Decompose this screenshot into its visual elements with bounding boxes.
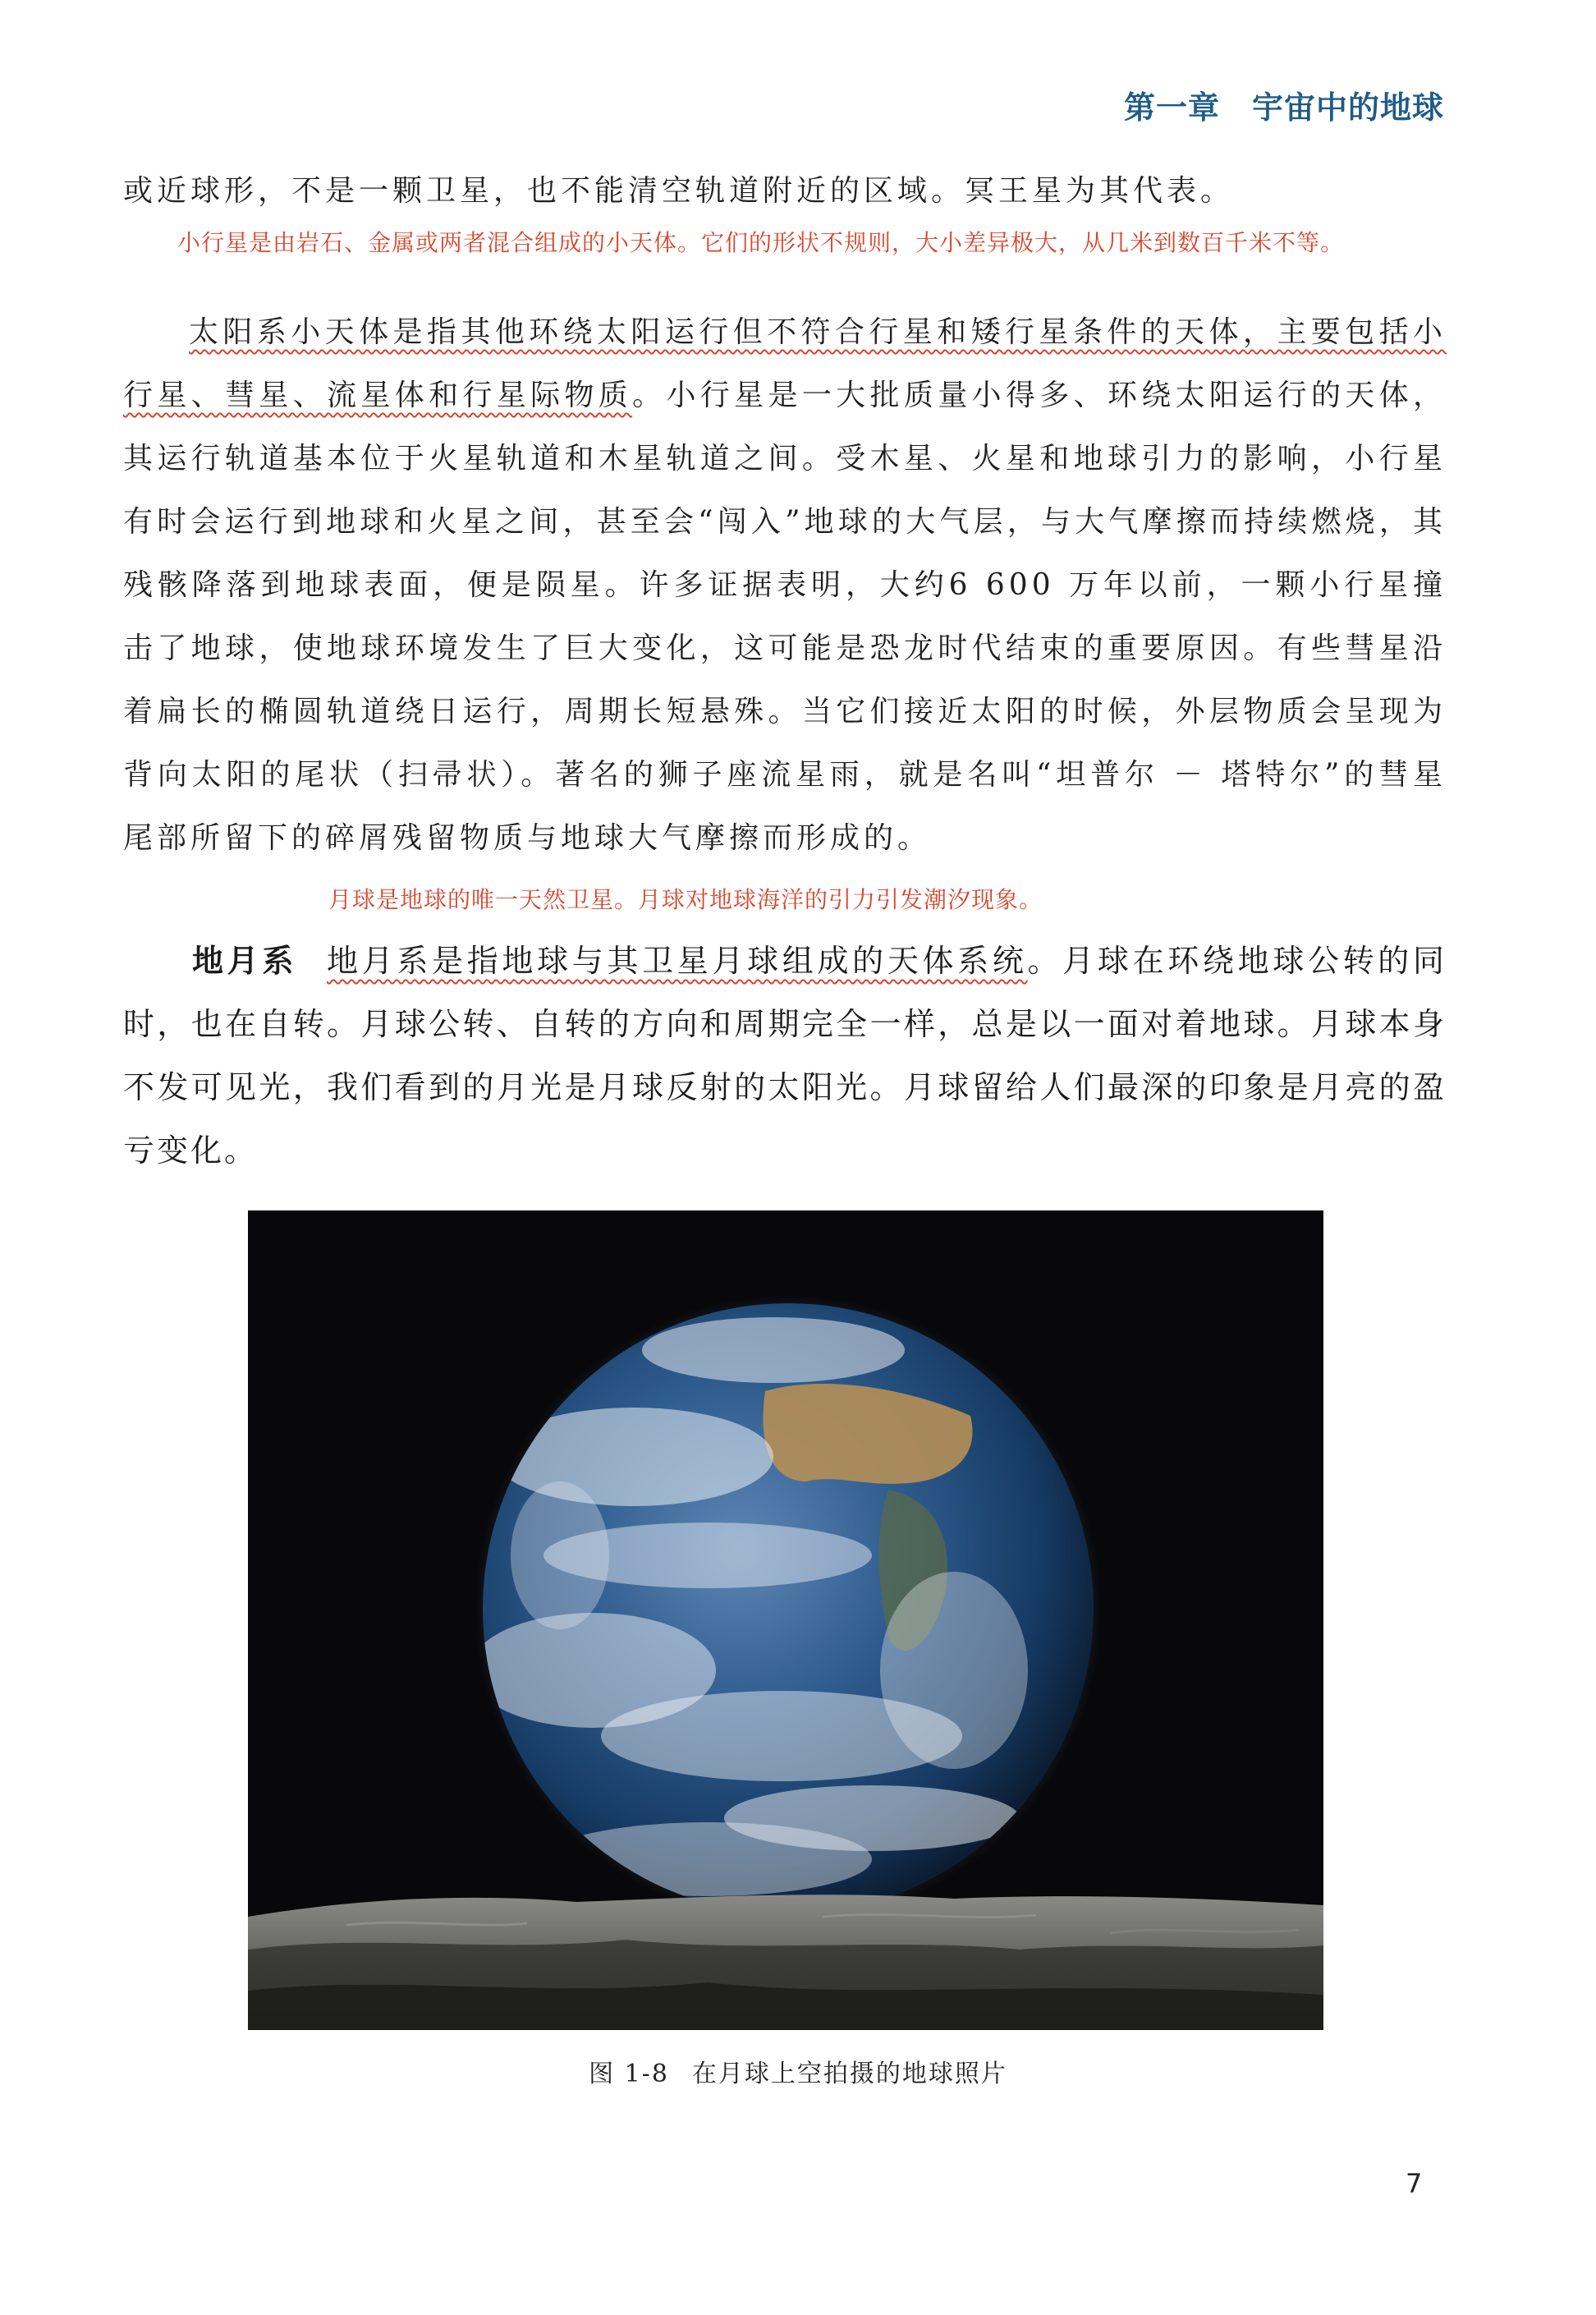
annotation-moon-note: 月球是地球的唯一天然卫星。月球对地球海洋的引力引发潮汐现象。 [328, 886, 1043, 913]
paragraph-dwarf-planet-end: 或近球形，不是一颗卫星，也不能清空轨道附近的区域。冥王星为其代表。 [123, 174, 1235, 208]
underlined-definition-small-bodies: 太阳系小天体是指其他环绕太阳运行但不符合行星和矮行星条件的天体，主要包括小行星、彗星、流星体和行星际物质 [123, 315, 1447, 412]
paragraph-earth-moon-system [123, 930, 1447, 1183]
figure-caption-text: 在月球上空拍摄的地球照片 [691, 2060, 1007, 2088]
figure-caption [0, 2053, 1596, 2089]
paragraph-small-bodies-text: 。小行星是一大批质量小得多、环绕太阳运行的天体，其运行轨道基本位于火星轨道和木星轨道之间。受木星、火星和地球引力的影响，小行星有时会运行到地球和火星之间，甚至会“闯入”地球的大气层，与大气摩擦而持续燃烧，其残骸降落到地球表面，便是陨星。许多证据表明，大约6 600 万年以前，一颗小行星撞击了地球，使地球环境发生了巨大变化，这可能是恐龙时代结束的重要原因。有些彗星沿着扁长的椭圆轨道绕日运行，周期长短悬殊。当它们接近太阳的时候，外层物质会呈现为背向太阳的尾状（扫帚状）。著名的狮子座流星雨，就是名叫“坦普尔 － 塔特尔”的彗星尾部所留下的碎屑残留物质与地球大气摩擦而形成的。 [123, 379, 1447, 855]
section-title-earth-moon: 地月系 [192, 943, 298, 979]
paragraph-earth-moon-text: 。月球在环绕地球公转的同时，也在自转。月球公转、自转的方向和周期完全一样，总是以一面对着地球。月球本身不发可见光，我们看到的月光是月球反射的太阳光。月球留给人们最深的印象是月亮的盈亏变化。 [123, 943, 1447, 1169]
annotation-asteroid-note: 小行星是由岩石、金属或两者混合组成的小天体。它们的形状不规则，大小差异极大，从几米到数百千米不等。 [177, 229, 1345, 256]
paragraph-small-bodies [123, 301, 1447, 870]
figure-number: 图 1-8 [589, 2060, 669, 2088]
earthrise-photo [248, 1210, 1323, 2030]
chapter-header: 第一章 宇宙中的地球 [1123, 90, 1444, 126]
underlined-definition-earth-moon: 地月系是指地球与其卫星月球组成的天体系统 [327, 943, 1028, 979]
earth-from-moon-image [248, 1210, 1323, 2030]
page-number: 7 [1406, 2168, 1423, 2199]
